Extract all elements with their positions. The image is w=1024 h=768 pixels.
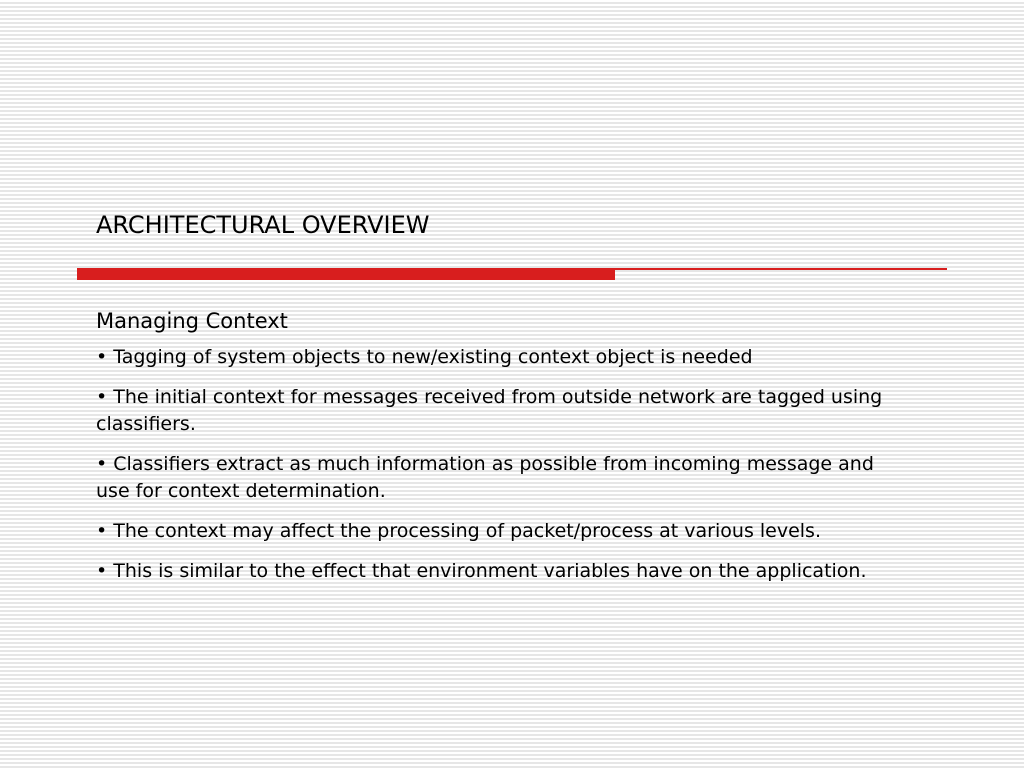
title-underline-thin [615, 268, 947, 270]
title-underline-thick [77, 268, 615, 280]
bullet-list [96, 344, 896, 585]
slide-content [96, 306, 896, 598]
bullet-item [96, 558, 896, 585]
bullet-item [96, 344, 896, 371]
bullet-text: This is similar to the effect that environment variables have on the application. [113, 560, 867, 582]
bullet-item [96, 451, 896, 505]
bullet-marker: • [96, 453, 108, 475]
slide-title: ARCHITECTURAL OVERVIEW [96, 211, 430, 239]
section-heading: Managing Context [96, 309, 288, 333]
bullet-marker: • [96, 520, 108, 542]
bullet-item [96, 384, 896, 438]
bullet-text: The initial context for messages received from outside network are tagged using classifiers. [96, 386, 883, 435]
bullet-text: Tagging of system objects to new/existing context object is needed [113, 346, 753, 368]
bullet-item [96, 518, 896, 545]
bullet-marker: • [96, 560, 108, 582]
bullet-marker: • [96, 386, 108, 408]
bullet-text: The context may affect the processing of packet/process at various levels. [113, 520, 821, 542]
bullet-marker: • [96, 346, 108, 368]
bullet-text: Classifiers extract as much information as possible from incoming message and use for context determination. [96, 453, 874, 502]
